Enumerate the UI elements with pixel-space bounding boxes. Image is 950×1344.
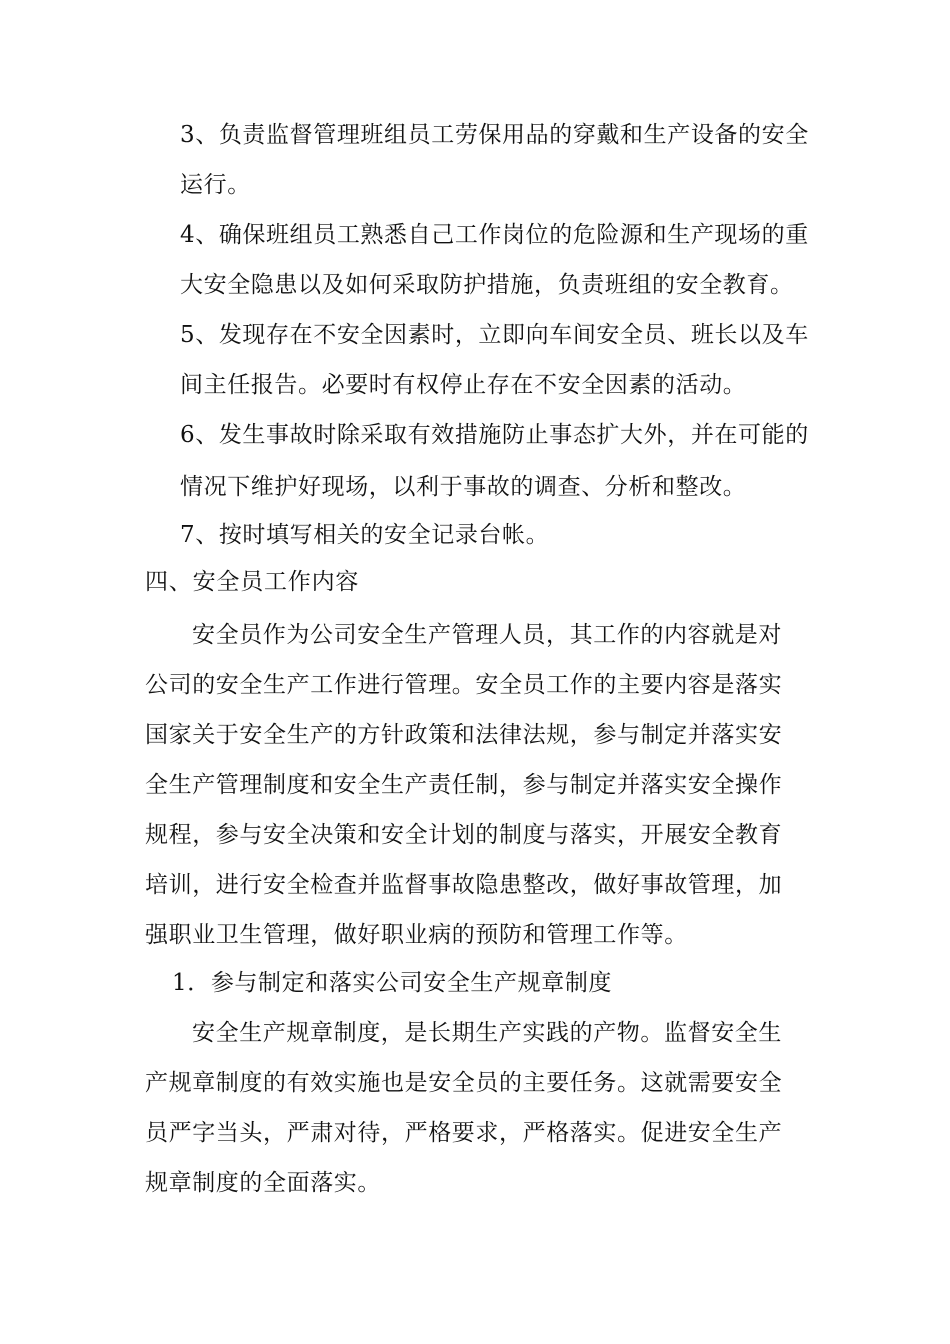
rules-paragraph-line-4: 规章制度的全面落实。 <box>145 1170 381 1196</box>
section-heading: 四、安全员工作内容 <box>145 569 360 595</box>
intro-paragraph-line-7: 强职业卫生管理，做好职业病的预防和管理工作等。 <box>145 922 688 948</box>
duty-item-7-line-1: 7、按时填写相关的安全记录台帐。 <box>180 522 550 548</box>
intro-paragraph-line-6: 培训，进行安全检查并监督事故隐患整改，做好事故管理，加 <box>145 872 783 898</box>
intro-paragraph-line-2: 公司的安全生产工作进行管理。安全员工作的主要内容是落实 <box>145 672 783 698</box>
intro-paragraph-line-1: 安全员作为公司安全生产管理人员，其工作的内容就是对 <box>192 622 782 648</box>
duty-item-4-line-2: 大安全隐患以及如何采取防护措施，负责班组的安全教育。 <box>180 272 794 298</box>
duty-item-6-line-2: 情况下维护好现场，以利于事故的调查、分析和整改。 <box>180 474 747 500</box>
duty-item-3-line-2: 运行。 <box>180 172 251 198</box>
intro-paragraph-line-3: 国家关于安全生产的方针政策和法律法规，参与制定并落实安 <box>145 722 783 748</box>
duty-item-4-line-1: 4、确保班组员工熟悉自己工作岗位的危险源和生产现场的重 <box>180 222 809 248</box>
rules-paragraph-line-3: 员严字当头，严肃对待，严格要求，严格落实。促进安全生产 <box>145 1120 783 1146</box>
intro-paragraph-line-5: 规程，参与安全决策和安全计划的制度与落实，开展安全教育 <box>145 822 783 848</box>
rules-paragraph-line-1: 安全生产规章制度，是长期生产实践的产物。监督安全生 <box>192 1020 782 1046</box>
subheading: 1．参与制定和落实公司安全生产规章制度 <box>172 970 613 996</box>
duty-item-5-line-2: 间主任报告。必要时有权停止存在不安全因素的活动。 <box>180 372 747 398</box>
duty-item-3-line-1: 3、负责监督管理班组员工劳保用品的穿戴和生产设备的安全 <box>180 122 809 148</box>
duty-item-5-line-1: 5、发现存在不安全因素时，立即向车间安全员、班长以及车 <box>180 322 809 348</box>
rules-paragraph-line-2: 产规章制度的有效实施也是安全员的主要任务。这就需要安全 <box>145 1070 783 1096</box>
intro-paragraph-line-4: 全生产管理制度和安全生产责任制，参与制定并落实安全操作 <box>145 772 783 798</box>
duty-item-6-line-1: 6、发生事故时除采取有效措施防止事态扩大外，并在可能的 <box>180 422 809 448</box>
